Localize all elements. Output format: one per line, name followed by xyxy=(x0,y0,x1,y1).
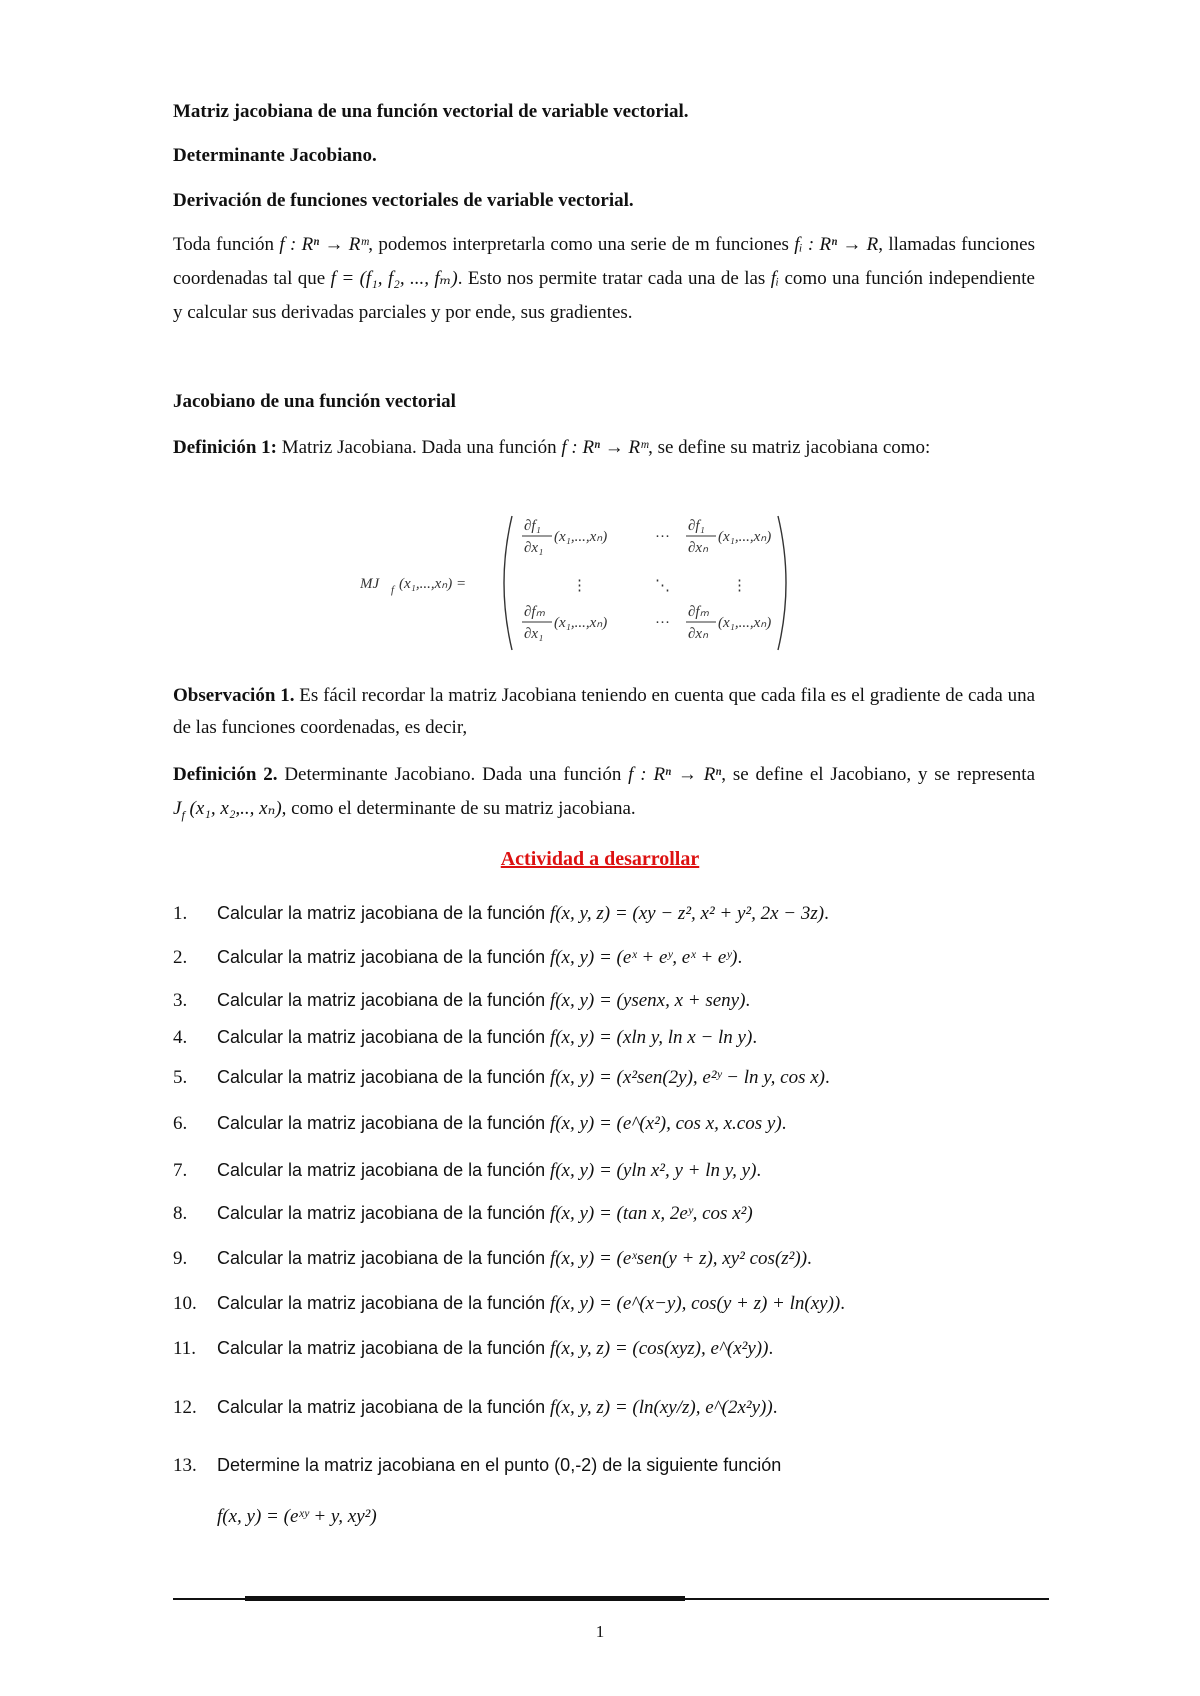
exercise-formula: f(x, y) = (eˣsen(y + z), xy² cos(z²)) xyxy=(549,1248,808,1269)
exercise-formula: f(x, y, z) = (cos(xyz), e^(x²y)) xyxy=(549,1338,769,1359)
exercise-formula: f(x, y) = (x²sen(2y), e²ʸ − ln y, cos x) xyxy=(549,1067,825,1088)
matrix-entry-11-den: ∂x₁ xyxy=(524,540,544,556)
intro-text-1: Toda función xyxy=(173,234,275,255)
exercise-text: Calcular la matriz jacobiana de la función xyxy=(217,1397,546,1417)
definition-2 xyxy=(173,758,1035,826)
matrix-entry-m1-den: ∂x₁ xyxy=(524,626,544,642)
matrix-vdots-left: ⋮ xyxy=(572,578,587,594)
observation-1-text: Es fácil recordar la matriz Jacobiana teniendo en cuenta que cada fila es el gradiente de cada una de las funciones coordenadas, es decir, xyxy=(173,685,1036,738)
exercise-item xyxy=(173,1108,1073,1139)
exercise-number: 1. xyxy=(173,903,188,924)
definition-1-text-1: Matriz Jacobiana. Dada una función xyxy=(281,437,557,458)
intro-formula-fi-2: fᵢ xyxy=(770,268,780,289)
exercise-number: 13. xyxy=(173,1455,197,1476)
heading-vector-derivation: Derivación de funciones vectoriales de variable vectorial. xyxy=(173,190,634,211)
exercise-text: Calcular la matriz jacobiana de la función xyxy=(217,1027,546,1047)
matrix-entry-1n-den: ∂xₙ xyxy=(688,540,709,556)
definition-1-label: Definición 1: xyxy=(173,437,277,458)
exercise-number: 6. xyxy=(173,1113,188,1134)
definition-2-text-2: , se define el Jacobiano, y se representa xyxy=(721,764,1036,785)
matrix-right-bracket xyxy=(778,516,786,650)
exercise-item xyxy=(173,898,1073,929)
definition-1-text-2: , se define su matriz jacobiana como: xyxy=(648,437,931,458)
exercise-item xyxy=(173,1022,1073,1053)
exercise-item xyxy=(173,942,1073,973)
exercise-formula: f(x, y) = (eˣ + eʸ, eˣ + eʸ) xyxy=(549,947,738,968)
matrix-entry-1n-num: ∂f₁ xyxy=(688,518,705,534)
exercise-number: 11. xyxy=(173,1338,197,1359)
exercise-item xyxy=(173,1243,1073,1274)
exercise-end-mark: . xyxy=(772,1397,778,1418)
matrix-lhs-sub: f xyxy=(391,584,395,596)
matrix-vdots-right: ⋮ xyxy=(732,578,747,594)
exercise-text: Calcular la matriz jacobiana de la función xyxy=(217,903,546,923)
exercise-formula: f(x, y, z) = (xy − z², x² + y², 2x − 3z) xyxy=(549,903,825,924)
exercise-formula: f(x, y) = (e^(x−y), cos(y + z) + ln(xy)) xyxy=(549,1293,841,1314)
exercise-end-mark: . xyxy=(807,1248,812,1269)
definition-1 xyxy=(173,432,1035,464)
jacobian-symbol: J xyxy=(173,798,182,819)
exercise-item xyxy=(173,1450,1073,1481)
exercise-number: 7. xyxy=(173,1160,188,1181)
exercise-end-mark: . xyxy=(745,990,751,1011)
matrix-entry-11-num: ∂f₁ xyxy=(524,518,541,534)
exercise-formula: f(x, y) = (xln y, ln x − ln y) xyxy=(549,1027,753,1048)
matrix-entry-mn-num: ∂fₘ xyxy=(688,604,709,620)
matrix-hdots-bottom: ··· xyxy=(655,615,670,631)
matrix-left-bracket xyxy=(504,516,512,650)
intro-formula-fi: fᵢ : Rⁿ → R xyxy=(794,234,879,255)
intro-text-4: . Esto nos permite tratar cada una de las xyxy=(457,268,766,289)
exercise-text: Calcular la matriz jacobiana de la función xyxy=(217,990,546,1010)
exercise-text: Calcular la matriz jacobiana de la función xyxy=(217,1203,546,1223)
intro-formula-components: f = (f₁, f₂, ..., fₘ) xyxy=(330,268,458,289)
definition-2-text-1: Determinante Jacobiano. Dada una función xyxy=(284,764,622,785)
exercise-end-mark: . xyxy=(737,947,743,968)
exercise-text: Determine la matriz jacobiana en el punto (0,-2) de la siguiente función xyxy=(217,1455,782,1475)
exercise-end-mark: . xyxy=(840,1293,846,1314)
exercise-formula: f(x, y) = (yln x², y + ln y, y) xyxy=(549,1160,757,1181)
page-number: 1 xyxy=(595,1622,605,1641)
footer-divider-thick xyxy=(245,1596,685,1601)
exercise-text: Calcular la matriz jacobiana de la función xyxy=(217,1248,546,1268)
intro-paragraph xyxy=(173,228,1035,330)
exercise-number: 12. xyxy=(173,1397,197,1418)
exercise-item xyxy=(173,1392,1073,1423)
heading-jacobian-matrix: Matriz jacobiana de una función vectorial de variable vectorial. xyxy=(173,101,689,122)
definition-1-formula: f : Rⁿ → Rᵐ xyxy=(561,437,649,458)
exercise-item xyxy=(173,1288,1073,1319)
exercise-formula: f(x, y) = (e^(x²), cos x, x.cos y) xyxy=(549,1113,782,1134)
exercise-end-mark: . xyxy=(781,1113,787,1134)
matrix-ddots: ⋱ xyxy=(655,578,670,594)
exercise-number: 2. xyxy=(173,947,188,968)
exercise-end-mark: . xyxy=(824,1067,830,1088)
exercise-text: Calcular la matriz jacobiana de la función xyxy=(217,1293,546,1313)
exercise-13-formula-text: f(x, y) = (eˣʸ + y, xy²) xyxy=(217,1506,377,1527)
exercise-text: Calcular la matriz jacobiana de la función xyxy=(217,947,546,967)
exercise-item xyxy=(173,1198,1073,1229)
heading-jacobian-determinant: Determinante Jacobiano. xyxy=(173,145,377,166)
exercise-13-formula xyxy=(217,1502,1117,1532)
exercise-number: 3. xyxy=(173,990,188,1011)
exercise-formula: f(x, y, z) = (ln(xy/z), e^(2x²y)) xyxy=(549,1397,773,1418)
exercise-formula: f(x, y) = (tan x, 2eʸ, cos x²) xyxy=(549,1203,753,1224)
observation-1-label: Observación 1. xyxy=(173,685,295,706)
matrix-entry-m1-num: ∂fₘ xyxy=(524,604,545,620)
jacobian-subscript: f xyxy=(181,807,185,822)
exercise-number: 5. xyxy=(173,1067,188,1088)
matrix-lhs: MJ xyxy=(360,576,380,592)
jacobian-matrix xyxy=(360,508,810,658)
activity-title: Actividad a desarrollar xyxy=(500,848,700,870)
exercise-item xyxy=(173,1062,1073,1093)
exercise-text: Calcular la matriz jacobiana de la función xyxy=(217,1067,546,1087)
exercise-formula: f(x, y) = (ysenx, x + seny) xyxy=(549,990,746,1011)
matrix-entry-11-args: (x₁,...,xₙ) xyxy=(554,529,608,545)
exercise-text: Calcular la matriz jacobiana de la función xyxy=(217,1113,546,1133)
intro-text-2: , podemos interpretarla como una serie de m funciones xyxy=(368,234,789,255)
exercise-number: 8. xyxy=(173,1203,188,1224)
section-title: Jacobiano de una función vectorial xyxy=(173,391,456,412)
exercise-item xyxy=(173,1333,1073,1364)
definition-2-text-3: , como el determinante de su matriz jacobiana. xyxy=(281,798,636,819)
exercise-item xyxy=(173,1155,1073,1186)
observation-1 xyxy=(173,680,1035,744)
definition-2-formula: f : Rⁿ → Rⁿ xyxy=(628,764,722,785)
exercise-number: 9. xyxy=(173,1248,188,1269)
jacobian-notation xyxy=(173,798,282,822)
matrix-entry-mn-args: (x₁,...,xₙ) xyxy=(718,615,772,631)
exercise-end-mark: . xyxy=(756,1160,762,1181)
exercise-end-mark: . xyxy=(752,1027,758,1048)
definition-2-label: Definición 2. xyxy=(173,764,278,785)
exercise-item xyxy=(173,985,1073,1016)
intro-text-3: , llamadas funciones coordenadas tal que xyxy=(173,234,1036,289)
exercise-text: Calcular la matriz jacobiana de la función xyxy=(217,1160,546,1180)
exercise-number: 10. xyxy=(173,1293,197,1314)
intro-text-5: como una función independiente y calcular sus derivadas parciales y por ende, sus gradientes. xyxy=(173,268,1035,323)
exercise-number: 4. xyxy=(173,1027,188,1048)
jacobian-args: (x₁, x₂,.., xₙ) xyxy=(189,798,282,819)
matrix-entry-mn-den: ∂xₙ xyxy=(688,626,709,642)
matrix-entry-1n-args: (x₁,...,xₙ) xyxy=(718,529,772,545)
matrix-hdots-top: ··· xyxy=(655,529,670,545)
exercise-end-mark: . xyxy=(768,1338,774,1359)
intro-formula-f: f : Rⁿ → Rᵐ xyxy=(279,234,369,255)
exercise-end-mark: . xyxy=(824,903,829,924)
matrix-entry-m1-args: (x₁,...,xₙ) xyxy=(554,615,608,631)
matrix-lhs-args: (x₁,...,xₙ) = xyxy=(399,576,467,592)
exercise-text: Calcular la matriz jacobiana de la función xyxy=(217,1338,546,1358)
